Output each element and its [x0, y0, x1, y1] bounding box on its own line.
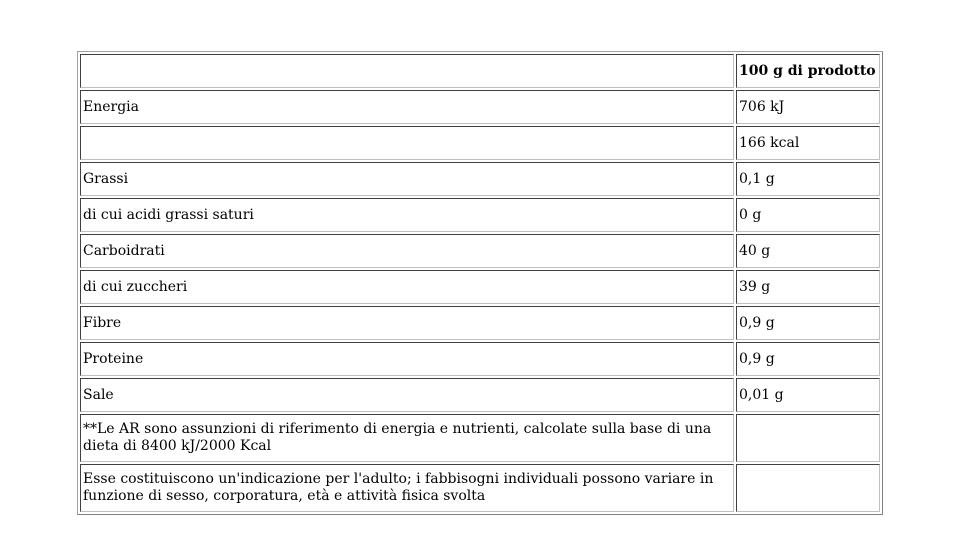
nutrient-value: 39 g — [736, 270, 880, 304]
table-row-footnote — [80, 414, 880, 462]
nutrient-value: 0 g — [736, 198, 880, 232]
nutrient-label: Carboidrati — [80, 234, 734, 268]
nutrient-value: 0,01 g — [736, 378, 880, 412]
nutrient-label: Grassi — [80, 162, 734, 196]
header-label-cell — [80, 54, 734, 88]
table-row — [80, 306, 880, 340]
nutrient-label: Sale — [80, 378, 734, 412]
footnote-text: Esse costituiscono un'indicazione per l'adulto; i fabbisogni individuali possono variare in funzione di sesso, corporatura, età e attività fisica svolta — [80, 464, 734, 512]
nutrient-label: Proteine — [80, 342, 734, 376]
nutrient-value: 0,1 g — [736, 162, 880, 196]
nutrient-label: di cui zuccheri — [80, 270, 734, 304]
footnote-value — [736, 414, 880, 462]
table-row — [80, 342, 880, 376]
nutrient-label: Energia — [80, 90, 734, 124]
nutrient-label: Fibre — [80, 306, 734, 340]
table-row — [80, 234, 880, 268]
nutrient-value: 706 kJ — [736, 90, 880, 124]
nutrient-value: 40 g — [736, 234, 880, 268]
header-value-cell: 100 g di prodotto — [736, 54, 880, 88]
table-row — [80, 270, 880, 304]
table-row — [80, 198, 880, 232]
table-row — [80, 162, 880, 196]
nutrient-value: 166 kcal — [736, 126, 880, 160]
nutrition-table — [77, 51, 883, 515]
nutrient-value: 0,9 g — [736, 306, 880, 340]
table-row — [80, 90, 880, 124]
table-header-row — [80, 54, 880, 88]
nutrient-label — [80, 126, 734, 160]
nutrient-value: 0,9 g — [736, 342, 880, 376]
table-row — [80, 378, 880, 412]
table-row — [80, 126, 880, 160]
nutrient-label: di cui acidi grassi saturi — [80, 198, 734, 232]
table-row-footnote — [80, 464, 880, 512]
footnote-value — [736, 464, 880, 512]
footnote-text: **Le AR sono assunzioni di riferimento di energia e nutrienti, calcolate sulla base di una dieta di 8400 kJ/2000 Kcal — [80, 414, 734, 462]
